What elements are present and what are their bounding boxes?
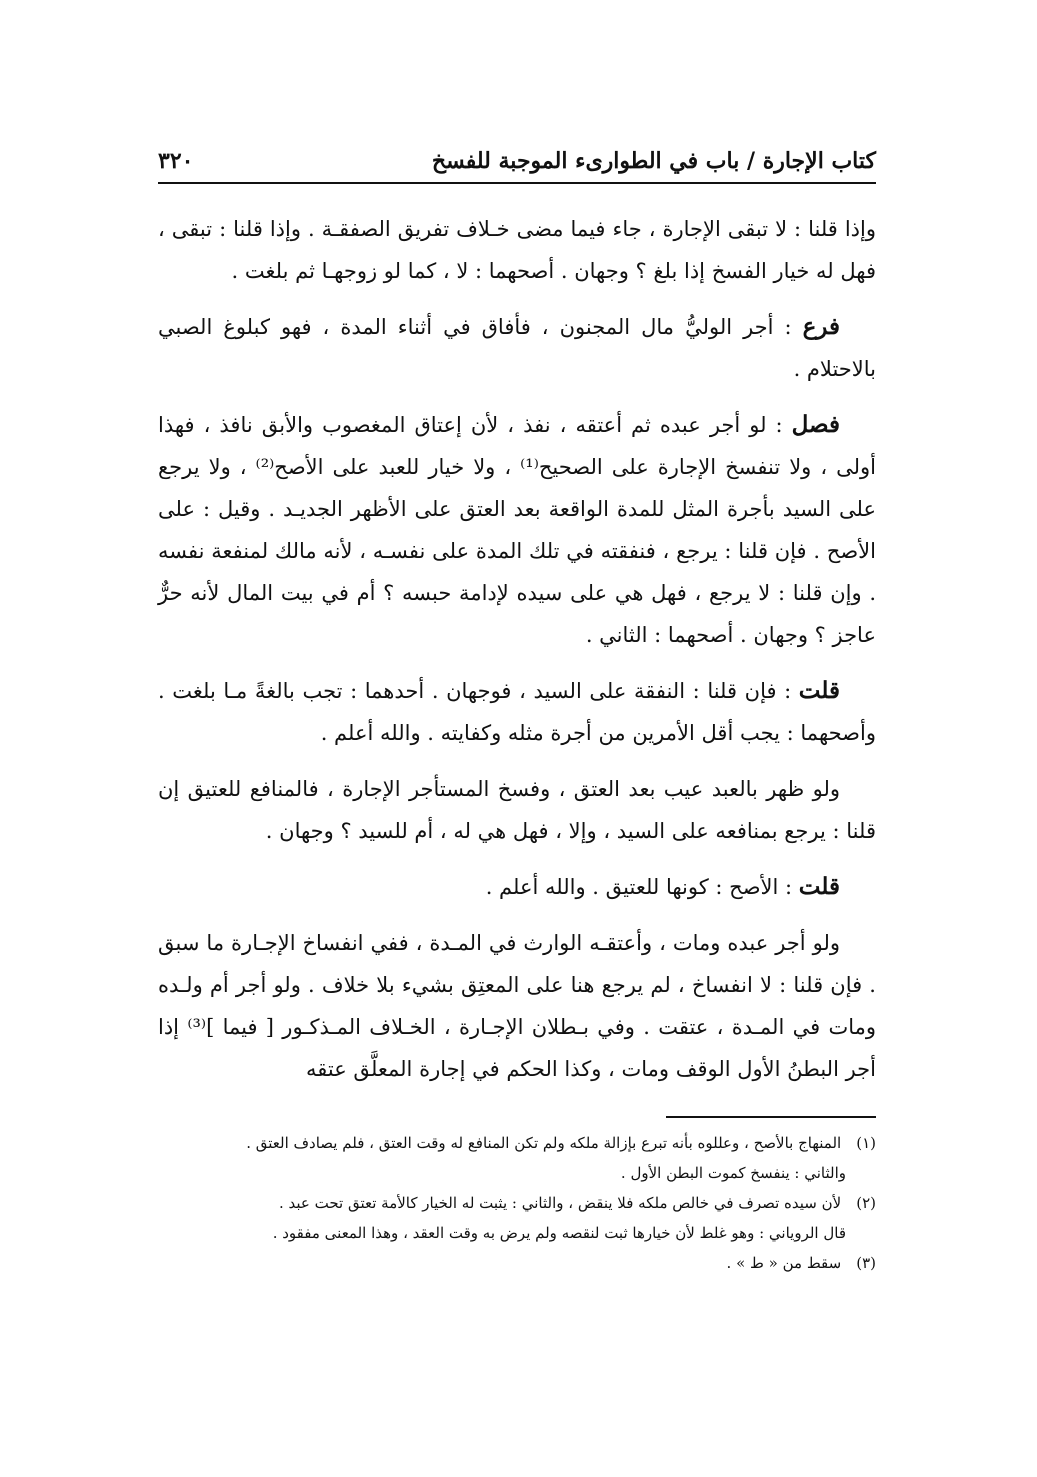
paragraph: [158, 404, 876, 656]
footnote-text: سقط من « ط » .: [726, 1254, 842, 1272]
paragraph: [158, 922, 876, 1090]
footnote-continuation: [158, 1218, 876, 1248]
footnotes: [158, 1128, 876, 1278]
footnote-continuation: [158, 1158, 876, 1188]
footnote: [158, 1128, 876, 1158]
document-page: [158, 138, 876, 1278]
paragraph: [158, 866, 876, 908]
footnote-number: (١): [856, 1134, 876, 1152]
paragraph: [158, 306, 876, 390]
footnote: [158, 1248, 876, 1278]
main-text: [158, 208, 876, 1090]
running-title: كتاب الإجارة / باب في الطوارىء الموجبة للفسخ: [431, 148, 876, 174]
paragraph-text: ولو ظهر بالعبد عيب بعد العتق ، وفسخ المستأجر الإجارة ، فالمنافع للعتيق إن قلنا : يرجع بمنافعه على السيد ، وإلا ، فهل هي له ، أم للسيد ؟ وجهان .: [158, 777, 876, 843]
footnote-text: قال الروياني : وهو غلط لأن خيارها ثبت لنقصه ولم يرض به وقت العقد ، وهذا المعنى مفقود .: [272, 1224, 846, 1242]
footnote-number: (٣): [856, 1254, 876, 1272]
section-keyword: قلت: [798, 873, 840, 900]
footnote-divider: [666, 1116, 876, 1118]
paragraph-text: : الأصح : كونها للعتيق . والله أعلم .: [485, 875, 799, 899]
footnote-text: والثاني : ينفسخ كموت البطن الأول .: [620, 1164, 846, 1182]
footnote-text: المنهاج بالأصح ، وعللوه بأنه تبرع بإزالة ملكه ولم تكن المنافع له وقت العتق ، فلم يصادف العتق .: [246, 1134, 842, 1152]
paragraph-text: : لو أجر عبده ثم أعتقه ، نفذ ، لأن إعتاق المغصوب والأبق نافذ ، فهذا أولى ، ولا تنفسخ الإجارة على الصحيح⁽¹⁾ ، ولا خيار للعبد على الأصح⁽²⁾ ، ولا يرجع على السيد بأجرة المثل للمدة الواقعة بعد العتق على الأظهر الجديـد . وقيل : على الأصح . فإن قلنا : يرجع ، فنفقته في تلك المدة على نفسـه ، لأنه مالك لمنفعة نفسه . وإن قلنا : لا يرجع ، فهل هي على سيده لإدامة حبسه ؟ أم في بيت المال لأنه حرٌّ عاجز ؟ وجهان . أصحهما : الثاني .: [158, 413, 877, 647]
section-keyword: فرع: [802, 313, 840, 340]
paragraph-text: : فإن قلنا : النفقة على السيد ، فوجهان . أحدهما : تجب بالغةً مـا بلغت . وأصحهما : يجب أقل الأمرين من أجرة مثله وكفايته . والله أعلم .: [158, 679, 876, 745]
footnote-number: (٢): [856, 1194, 876, 1212]
paragraph-text: وإذا قلنا : لا تبقى الإجارة ، جاء فيما مضى خـلاف تفريق الصفقـة . وإذا قلنا : تبقى ، فهل له خيار الفسخ إذا بلغ ؟ وجهان . أصحهما : لا ، كما لو زوجهـا ثم بلغت .: [158, 217, 876, 283]
section-keyword: فصل: [791, 411, 840, 438]
paragraph-text: : أجر الوليُّ مال المجنون ، فأفاق في أثناء المدة ، فهو كبلوغ الصبي بالاحتلام .: [158, 315, 876, 381]
footnote: [158, 1188, 876, 1218]
section-keyword: قلت: [798, 677, 840, 704]
footnote-text: لأن سيده تصرف في خالص ملكه فلا ينقض ، والثاني : يثبت له الخيار كالأمة تعتق تحت عبد .: [278, 1194, 842, 1212]
paragraph: [158, 670, 876, 754]
paragraph: [158, 768, 876, 852]
page-header: [158, 138, 876, 184]
paragraph: [158, 208, 876, 292]
page-number: ٣٢٠: [158, 148, 194, 174]
paragraph-text: ولو أجر عبده ومات ، وأعتقـه الوارث في المـدة ، ففي انفساخ الإجـارة ما سبق . فإن قلنا : لا انفساخ ، لم يرجع هنا على المعتِق بشيء بلا خلاف . ولو أجر أم ولـده ومات في المـدة ، عتقت . وفي بـطلان الإجـارة ، الخـلاف المـذكـور [ فيما ]⁽³⁾ إذا أجر البطنُ الأول الوقف ومات ، وكذا الحكم في إجارة المعلَّق عتقه: [158, 931, 876, 1081]
